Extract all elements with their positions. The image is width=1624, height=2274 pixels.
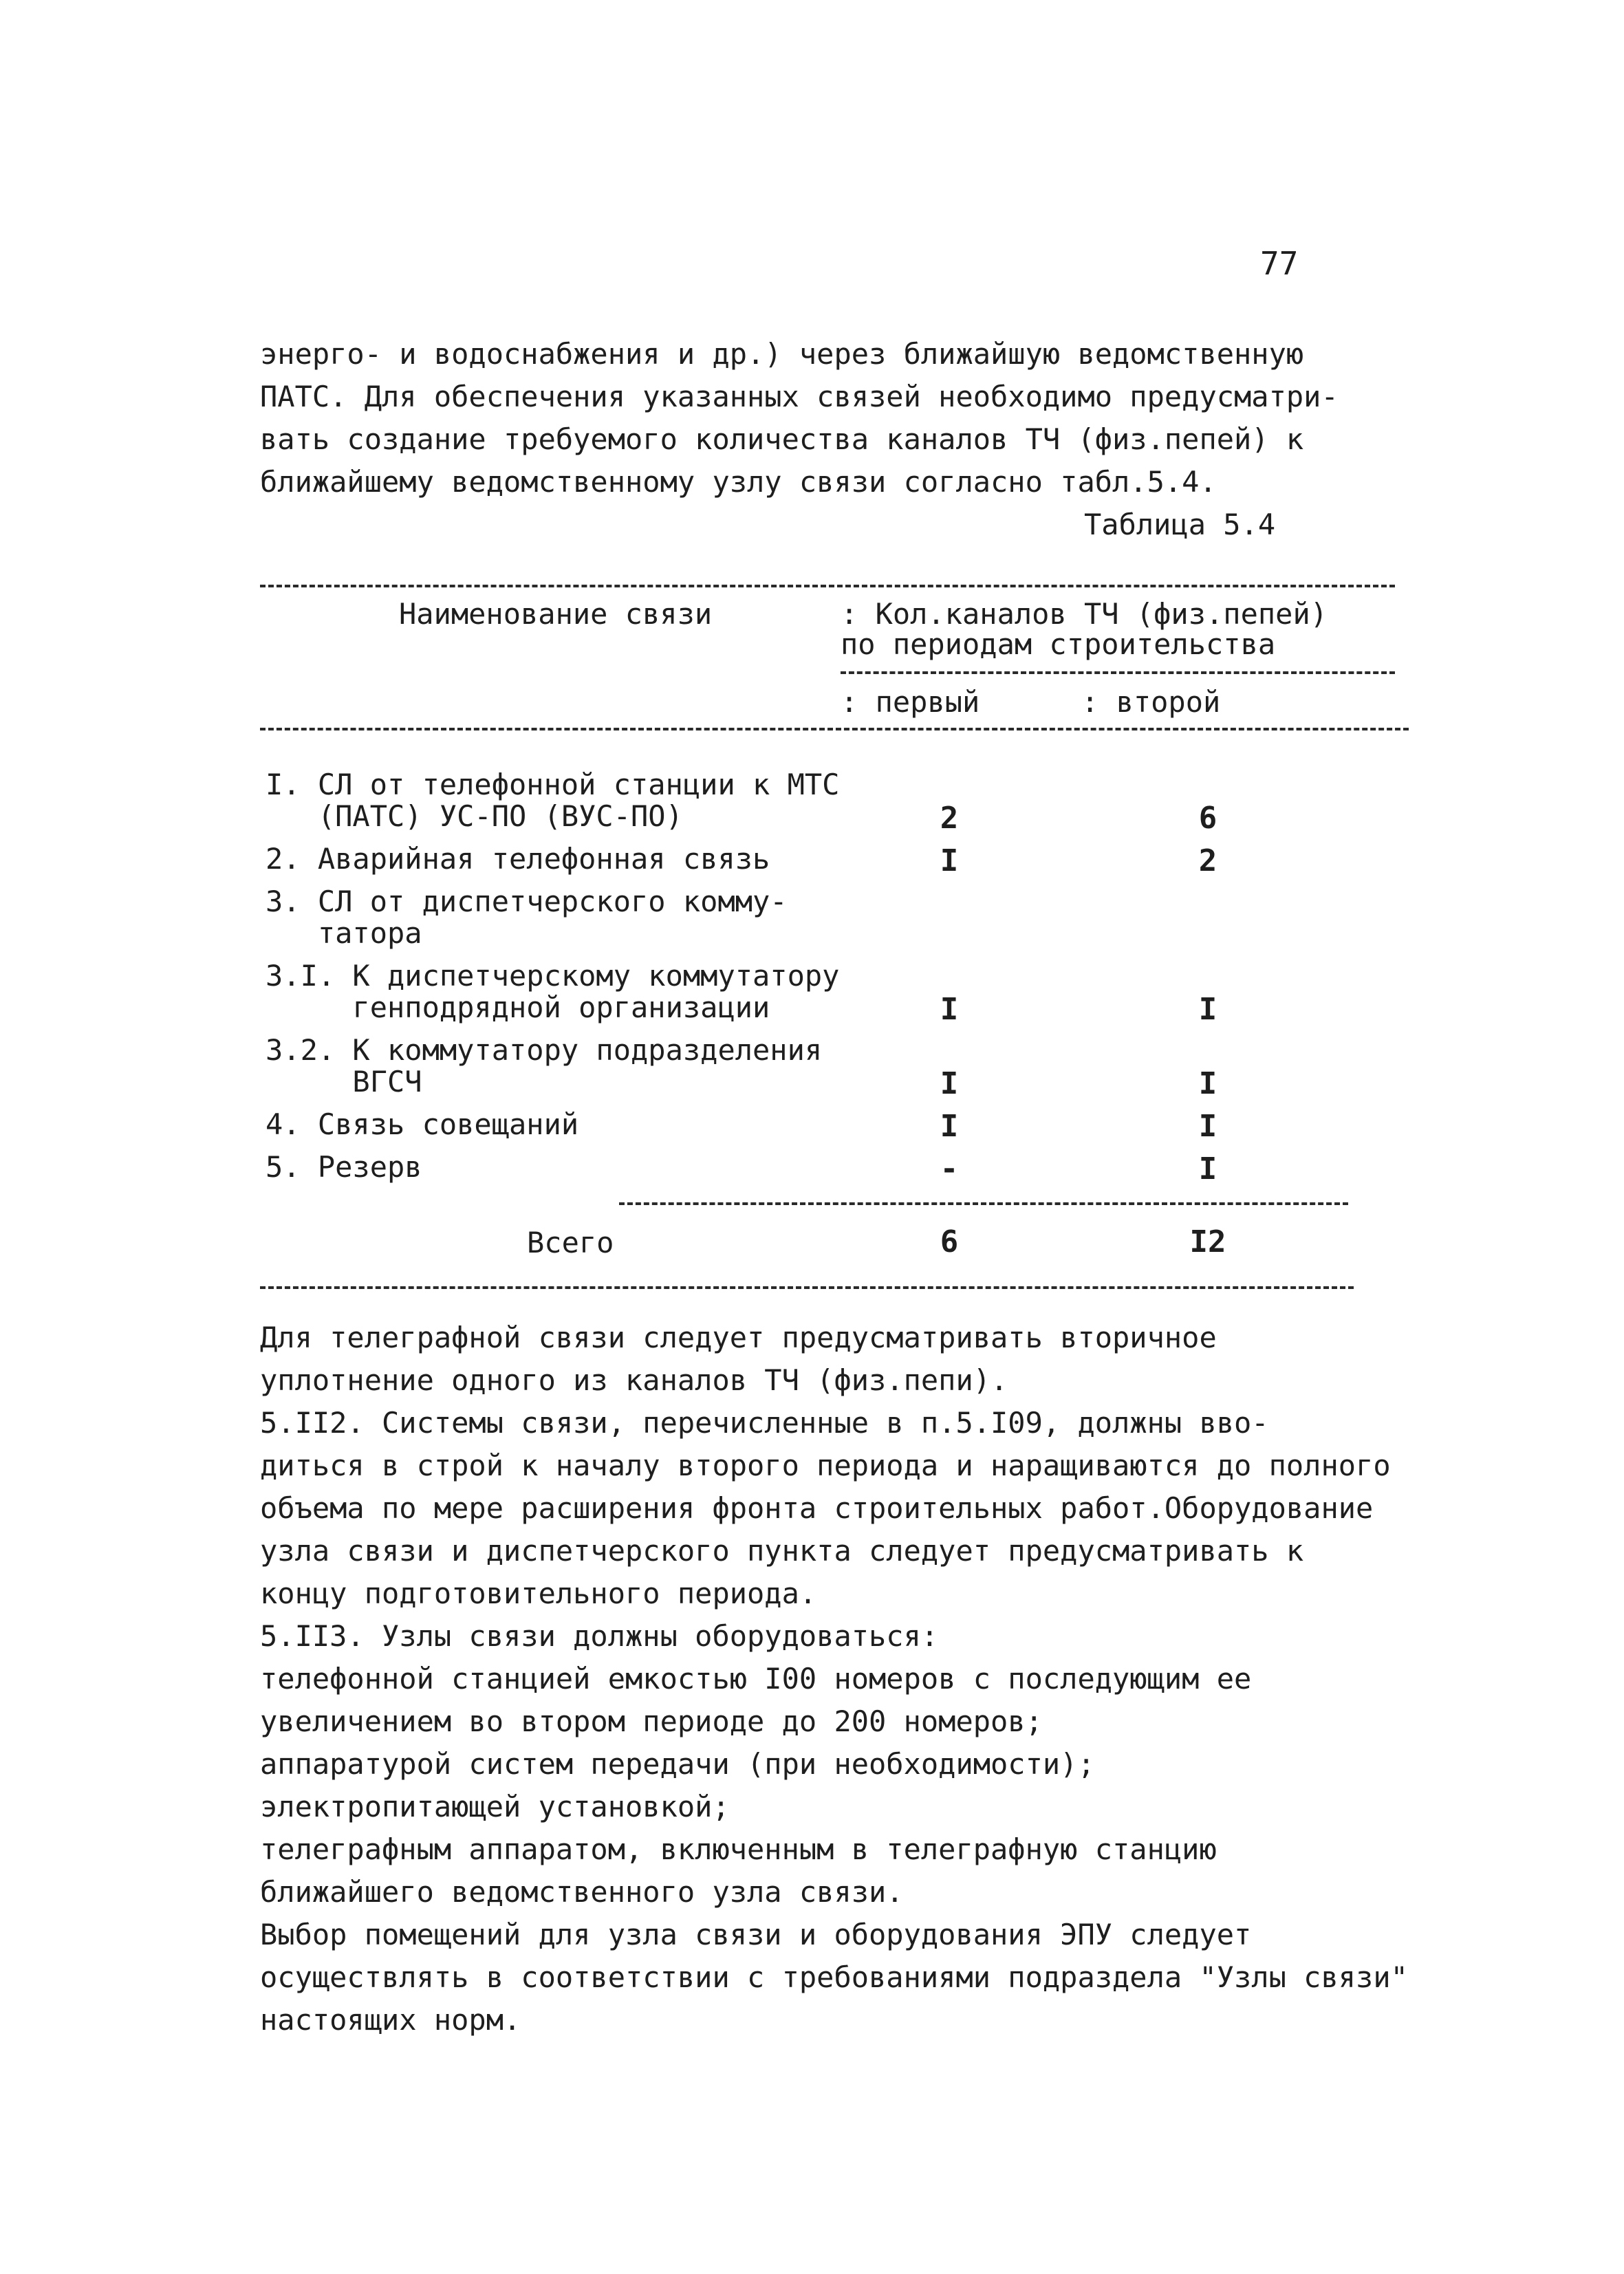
body-line: диться в строй к началу второго периода и наращиваются до полного (260, 1449, 1391, 1482)
body-line: аппаратурой систем передачи (при необходимости); (260, 1747, 1095, 1781)
intro-line: энерго- и водоснабжения и др.) через ближайшую ведомственную (260, 337, 1304, 371)
cell-second: I (1198, 1151, 1217, 1187)
cell-first: I (940, 1109, 959, 1144)
cell-second: I (1198, 1109, 1217, 1144)
total-rule (619, 1202, 1348, 1205)
row-label: 5. Резерв (266, 1150, 422, 1184)
total-first: 6 (940, 1224, 959, 1259)
cell-first: I (940, 843, 959, 878)
cell-second: 6 (1198, 801, 1217, 836)
body-line: увеличением во втором периоде до 200 номеров; (260, 1704, 1043, 1738)
header-mid-rule (841, 671, 1395, 674)
body-line: настоящих норм. (260, 2003, 521, 2037)
table-caption: Таблица 5.4 (1084, 508, 1276, 541)
intro-line: вать создание требуемого количества каналов ТЧ (физ.пепей) к (260, 422, 1304, 456)
body-line: узла связи и диспетчерского пункта следует предусматривать к (260, 1534, 1304, 1568)
body-line: Выбор помещений для узла связи и оборудования ЭПУ следует (260, 1918, 1252, 1951)
header-channels-periods: по периодам строительства (841, 627, 1276, 661)
row-label: 3.I. К диспетчерскому коммутатору генподрядной организации (266, 959, 840, 1024)
body-line: осуществлять в соответствии с требованиями подраздела "Узлы связи" (260, 1960, 1408, 1994)
cell-first: 2 (940, 801, 959, 836)
body-line: телеграфным аппаратом, включенным в телеграфную станцию (260, 1832, 1217, 1866)
row-label: 4. Связь совещаний (266, 1107, 579, 1141)
row-label: 3. СЛ от диспетчерского комму- татора (266, 885, 788, 950)
total-second: I2 (1189, 1224, 1226, 1259)
total-label: Всего (527, 1226, 614, 1259)
body-line: электропитающей установкой; (260, 1790, 730, 1823)
header-bottom-rule (260, 728, 1409, 730)
cell-second: I (1198, 1066, 1217, 1101)
body-line: Для телеграфной связи следует предусматривать вторичное (260, 1321, 1217, 1354)
header-name: Наименование связи (399, 597, 713, 631)
table-bottom-rule (260, 1286, 1354, 1289)
body-line: телефонной станцией емкостью I00 номеров с последующим ее (260, 1662, 1252, 1696)
intro-line: ПАТС. Для обеспечения указанных связей необходимо предусматри- (260, 380, 1339, 413)
cell-first: I (940, 992, 959, 1027)
row-label: 2. Аварийная телефонная связь (266, 842, 770, 876)
page-number: 77 (1260, 245, 1299, 282)
header-channels: : Кол.каналов ТЧ (физ.пепей) (841, 597, 1328, 631)
row-label: I. СЛ от телефонной станции к МТС (ПАТС) УС-ПО (ВУС-ПО) (266, 768, 840, 833)
cell-first: I (940, 1066, 959, 1101)
body-line: объема по мере расширения фронта строительных работ.Оборудование (260, 1491, 1374, 1525)
header-second: : второй (1081, 685, 1221, 719)
body-line: уплотнение одного из каналов ТЧ (физ.пепи). (260, 1363, 1008, 1397)
body-line: концу подготовительного периода. (260, 1577, 817, 1610)
cell-first: - (940, 1151, 959, 1187)
body-line: 5.II3. Узлы связи должны оборудоваться: (260, 1619, 939, 1653)
table-top-rule (260, 585, 1395, 587)
header-first: : первый (841, 685, 980, 719)
intro-line: ближайшему ведомственному узлу связи согласно табл.5.4. (260, 465, 1217, 499)
row-label: 3.2. К коммутатору подразделения ВГСЧ (266, 1033, 823, 1098)
cell-second: 2 (1198, 843, 1217, 878)
cell-second: I (1198, 992, 1217, 1027)
body-line: ближайшего ведомственного узла связи. (260, 1875, 904, 1909)
body-line: 5.II2. Системы связи, перечисленные в п.5.I09, должны вво- (260, 1406, 1269, 1440)
